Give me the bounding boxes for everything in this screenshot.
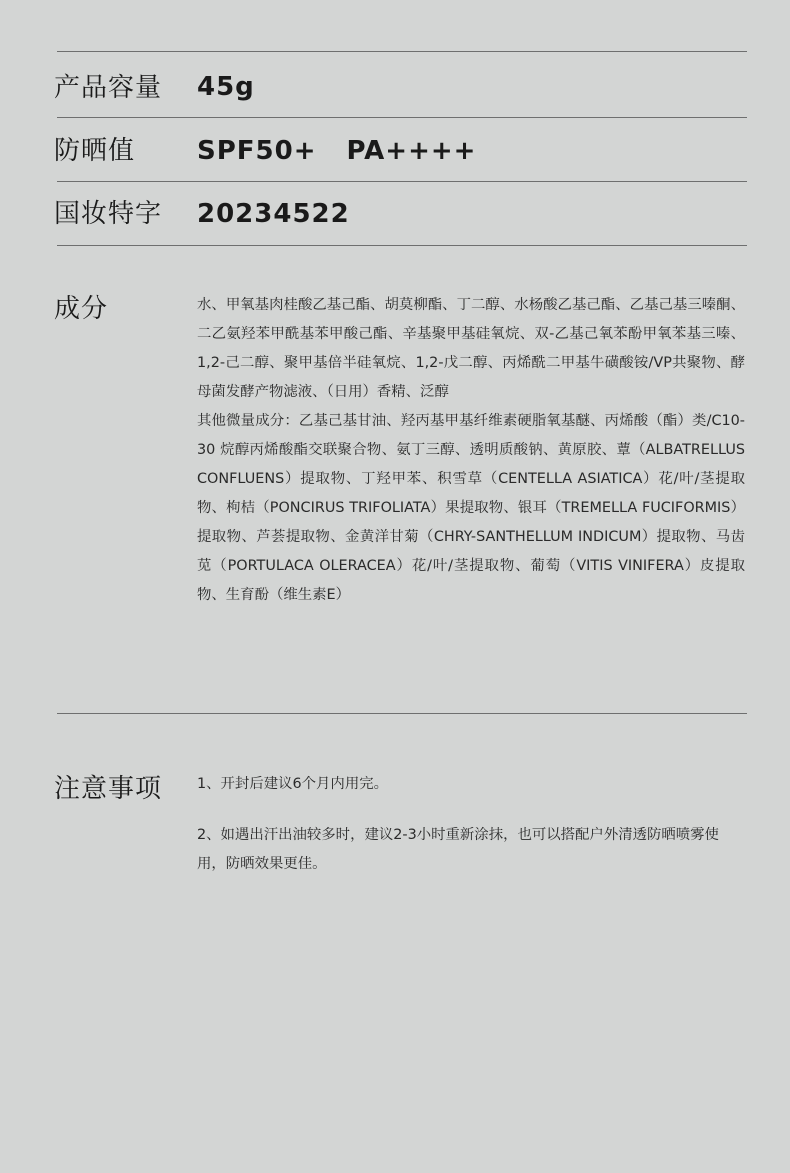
registration-label: 国妆特字 [54,199,163,229]
note-item: 1、开封后建议6个月内用完。 [197,776,388,792]
divider [57,245,747,246]
ingredients-list [197,291,745,610]
pa-rating: PA++++ [346,136,477,166]
capacity-label: 产品容量 [54,73,163,103]
ingredients-main: 水、甲氧基肉桂酸乙基己酯、胡莫柳酯、丁二醇、水杨酸乙基己酯、乙基己基三嗪酮、二乙氨羟苯甲酰基苯甲酸己酯、辛基聚甲基硅氧烷、双-乙基己氧苯酚甲氧苯基三嗪、1,2-己二醇、聚甲基倍半硅氧烷、1,2-戊二醇、丙烯酰二甲基牛磺酸铵/VP共聚物、酵母菌发酵产物滤液、（日用）香精、泛醇 [197,297,745,400]
divider [57,51,747,52]
divider [57,117,747,118]
note-item: 2、如遇出汗出油较多时，建议2-3小时重新涂抹，也可以搭配户外清透防晒喷雾使用，防晒效果更佳。 [197,827,719,872]
spf-value [197,135,476,167]
spf-rating: SPF50+ [197,136,317,166]
registration-value: 20234522 [197,199,350,229]
ingredients-minor: 其他微量成分：乙基己基甘油、羟丙基甲基纤维素硬脂氧基醚、丙烯酸（酯）类/C10-30 烷醇丙烯酸酯交联聚合物、氨丁三醇、透明质酸钠、黄原胶、蕈（ALBATRELLUS CONFLUENS）提取物、丁羟甲苯、积雪草（CENTELLA ASIATICA）花/叶/茎提取物、枸桔（PONCIRUS TRIFOLIATA）果提取物、银耳（TREMELLA FUCIFORMIS）提取物、芦荟提取物、金黄洋甘菊（CHRY-SANTHELLUM INDICUM）提取物、马齿苋（PORTULACA OLERACEA）花/叶/茎提取物、葡萄（VITIS VINIFERA）皮提取物、生育酚（维生素E） [197,413,745,603]
spf-label: 防晒值 [54,136,136,166]
notes-label: 注意事项 [54,774,163,804]
divider [57,713,747,714]
capacity-value: 45g [197,72,255,102]
divider [57,181,747,182]
ingredients-label: 成分 [54,294,109,324]
